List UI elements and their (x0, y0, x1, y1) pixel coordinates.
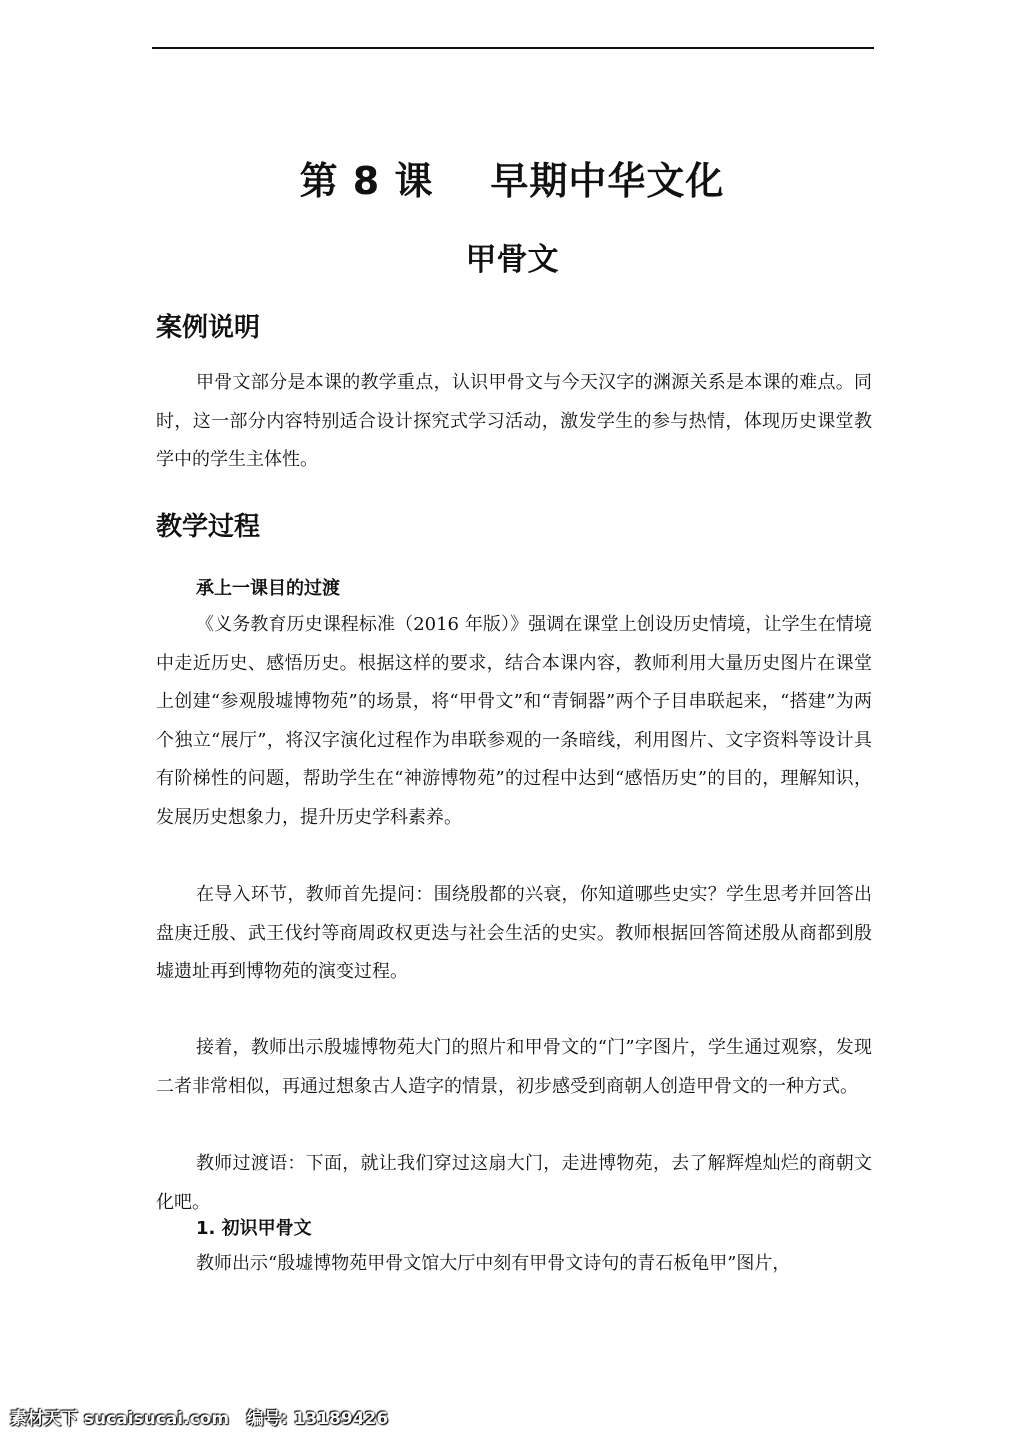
header-rule (152, 47, 874, 49)
sub-heading-oracle-bone-intro: 1. 初识甲骨文 (196, 1218, 312, 1239)
paragraph-curriculum-standard: 《义务教育历史课程标准（2016 年版）》强调在课堂上创设历史情境，让学生在情境中走近历史、感悟历史。根据这样的要求，结合本课内容，教师利用大量历史图片在课堂上创建“参观殷墟博物苑”的场景，将“甲骨文”和“青铜器”两个子目串联起来，“搭建”为两个独立“展厅”，将汉字演化过程作为串联参观的一条暗线，利用图片、文字资料等设计具有阶梯性的问题，帮助学生在“神游博物苑”的过程中达到“感悟历史”的目的，理解知识，发展历史想象力，提升历史学科素养。 (156, 614, 872, 828)
topic-title: 甲骨文 (465, 242, 559, 278)
section-heading-case-description: 案例说明 (156, 313, 261, 343)
sub-heading-transition: 承上一课目的过渡 (196, 578, 340, 599)
paragraph-gate-observation: 接着，教师出示殷墟博物苑大门的照片和甲骨文的“门”字图片，学生通过观察，发现二者非常相似，再通过想象古人造字的情景，初步感受到商朝人创造甲骨文的一种方式。 (156, 1037, 872, 1097)
paragraph-oracle-bone-display: 教师出示“殷墟博物苑甲骨文馆大厅中刻有甲骨文诗句的青石板龟甲”图片， (196, 1253, 791, 1274)
paragraph-introduction: 在导入环节，教师首先提问：围绕殷都的兴衰，你知道哪些史实？学生思考并回答出盘庚迁殷、武王伐纣等商周政权更迭与社会生活的史实。教师根据回答简述殷从商都到殷墟遗址再到博物苑的演变过程。 (156, 884, 872, 982)
case-description-paragraph: 甲骨文部分是本课的教学重点，认识甲骨文与今天汉字的渊源关系是本课的难点。同时，这一部分内容特别适合设计探究式学习活动，激发学生的参与热情，体现历史课堂教学中的学生主体性。 (156, 372, 872, 470)
section-heading-teaching-process: 教学过程 (156, 512, 261, 542)
paragraph-teacher-transition: 教师过渡语：下面，就让我们穿过这扇大门，走进博物苑，去了解辉煌灿烂的商朝文化吧。 (156, 1153, 872, 1213)
watermark: 素材天下 sucaisucai.com 编号: 13189426 (10, 1409, 389, 1429)
lesson-title: 第 8 课 早期中华文化 (299, 159, 725, 203)
